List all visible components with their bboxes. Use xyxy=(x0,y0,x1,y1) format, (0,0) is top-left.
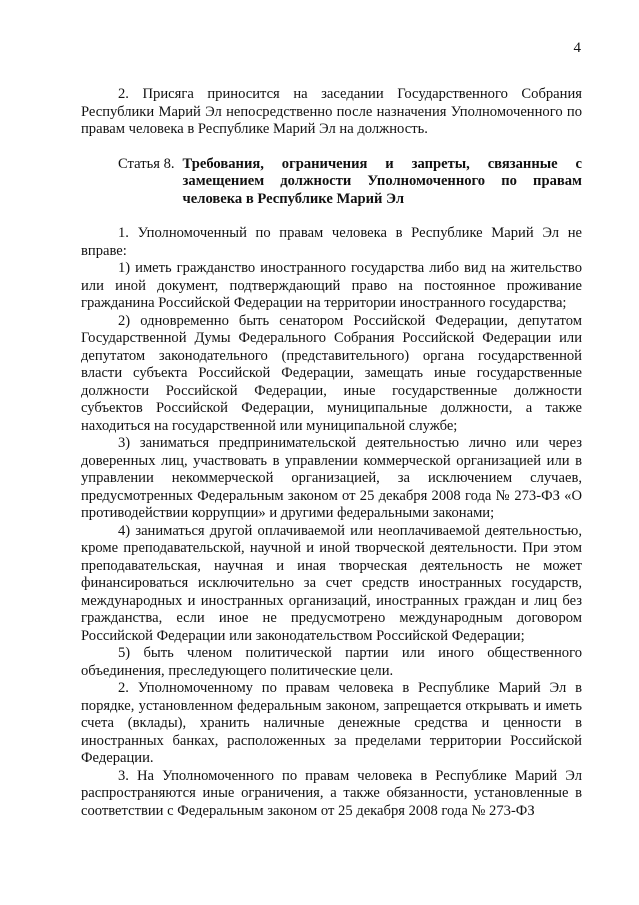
document-body xyxy=(81,86,582,820)
article-title: Требования, ограничения и запреты, связанные с замещением должности Уполномоченного по правам человека в Республике Марий Эл xyxy=(182,155,582,207)
paragraph-item: 5) быть членом политической партии или иного общественного объединения, преследующего политические цели. xyxy=(81,645,582,679)
paragraph-item: 1. Уполномоченный по правам человека в Республике Марий Эл не вправе: xyxy=(81,225,582,259)
paragraph-item: 1) иметь гражданство иностранного государства либо вид на жительство или иной документ, подтверждающий право на постоянное проживание гражданина Российской Федерации на территории иностранного государства; xyxy=(81,260,582,311)
paragraph-item: 2) одновременно быть сенатором Российской Федерации, депутатом Государственной Думы Федерального Собрания Российской Федерации или депутатом законодательного (представительного) органа государственной власти субъекта Российской Федерации, замещать иные государственные должности Российской Федерации, иные государственные должности субъектов Российской Федерации, муниципальные должности, а также находиться на государственной или муниципальной службе; xyxy=(81,312,582,434)
paragraph-oath: 2. Присяга приносится на заседании Государственного Собрания Республики Марий Эл непосредственно после назначения Уполномоченного по правам человека в Республике Марий Эл на должность. xyxy=(81,86,582,137)
paragraph-item: 4) заниматься другой оплачиваемой или неоплачиваемой деятельностью, кроме преподавательской, научной и иной творческой деятельности. При этом преподавательская, научная и иная творческая деятельность не может финансироваться исключительно за счет средств иностранных государств, международных и иностранных организаций, иностранных граждан и лиц без гражданства, если иное не предусмотрено международным договором Российской Федерации или законодательством Российской Федерации; xyxy=(81,522,582,644)
paragraph-item: 2. Уполномоченному по правам человека в Республике Марий Эл в порядке, установленном федеральным законом, запрещается открывать и иметь счета (вклады), хранить наличные денежные средства и ценности в иностранных банках, расположенных за пределами территории Российской Федерации. xyxy=(81,680,582,766)
paragraph-item: 3. На Уполномоченного по правам человека в Республике Марий Эл распространяются иные ограничения, а также обязанности, установленные в соответствии с Федеральным законом от 25 декабря 2008 года № 273-ФЗ xyxy=(81,767,582,819)
spacer xyxy=(81,208,582,225)
article-heading xyxy=(118,156,582,209)
paragraph-item: 3) заниматься предпринимательской деятельностью лично или через доверенных лиц, участвовать в управлении коммерческой организацией или в управлении некоммерческой организацией, за исключением случаев, предусмотренных Федеральным законом от 25 декабря 2008 года № 273-ФЗ «О противодействии коррупции» и другими федеральными законами; xyxy=(81,435,582,521)
article-label: Статья 8. xyxy=(118,155,175,172)
spacer xyxy=(81,139,582,156)
page-number: 4 xyxy=(573,40,581,56)
